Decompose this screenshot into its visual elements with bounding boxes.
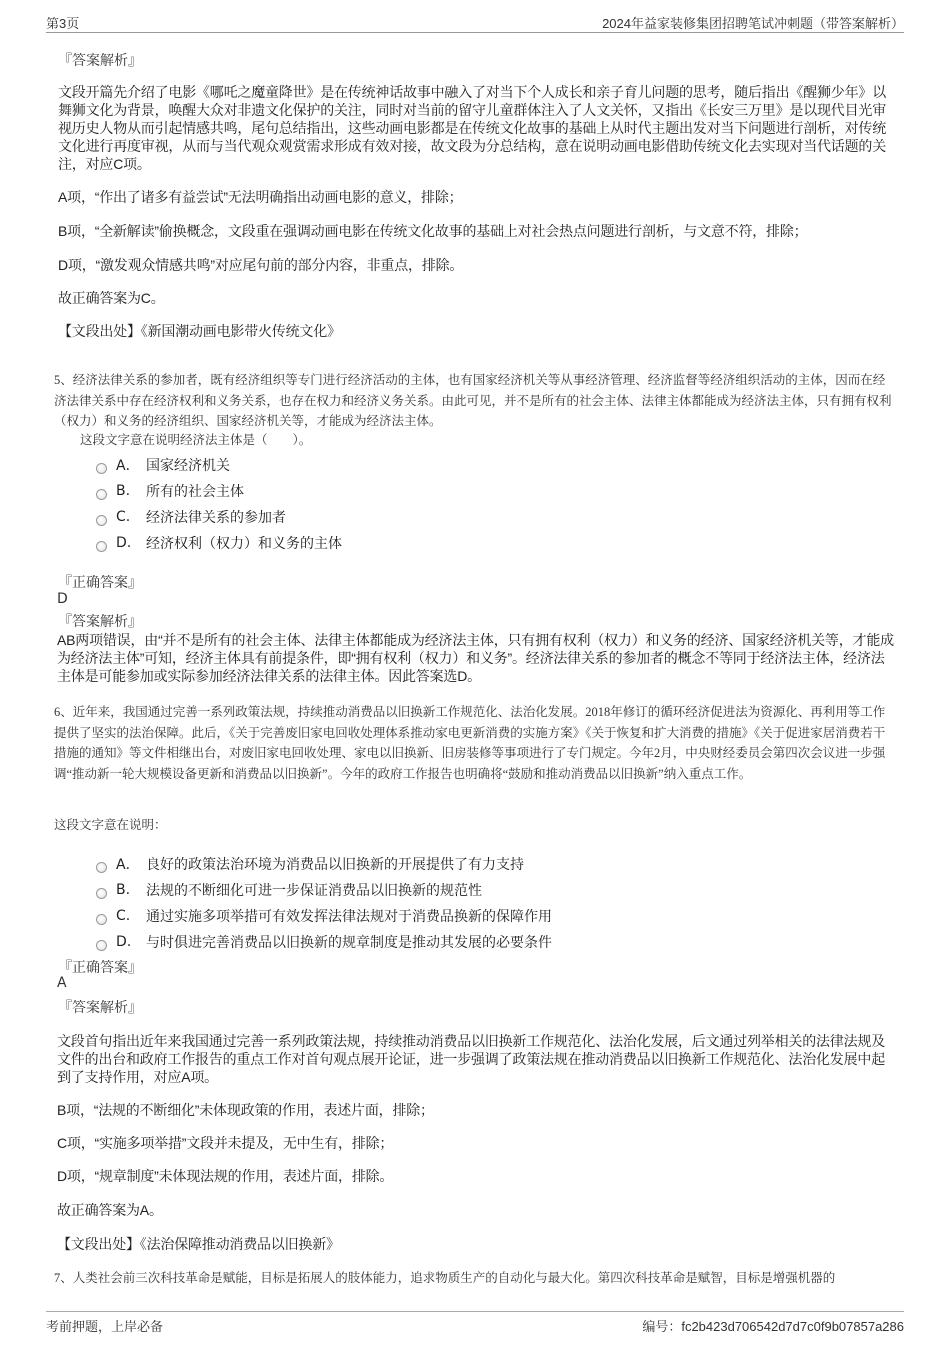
- option-text: 通过实施多项举措可有效发挥法律法规对于消费品换新的保障作用: [146, 909, 552, 925]
- q6-prompt: 这段文字意在说明：: [54, 818, 167, 832]
- option-letter: D.: [116, 934, 132, 950]
- page-footer: [46, 1311, 904, 1334]
- option-letter: C.: [116, 908, 131, 924]
- q6-answer: A: [57, 975, 67, 991]
- q4-note-b: B项，“全新解读”偷换概念，文段重在强调动画电影在传统文化故事的基础上对社会热点问题进行剖析，与文意不符，排除；: [58, 223, 808, 239]
- q5-analysis-heading: 『答案解析』: [58, 614, 142, 630]
- q5-analysis: AB两项错误，由“并不是所有的社会主体、法律主体都能成为经济法主体，只有拥有权利（权力）和义务的经济、国家经济机关等，才能成为经济法主体”可知，经济主体具有前提条件，即“拥有权利（权力）和义务”。经济法律关系的参加者的概念不等同于经济法主体，经济法主体是可能参加或实际参加经济法律关系的法律主体。因此答案选D。: [57, 632, 894, 684]
- option-text: 所有的社会主体: [146, 484, 244, 500]
- q5-option-c[interactable]: [96, 504, 342, 530]
- q6-note-b: B项，“法规的不断细化”未体现政策的作用，表述片面，排除；: [57, 1102, 434, 1118]
- radio-button[interactable]: [96, 463, 107, 474]
- q6-source: 【文段出处】《法治保障推动消费品以旧换新》: [57, 1236, 340, 1252]
- q4-source: 【文段出处】《新国潮动画电影带火传统文化》: [58, 323, 341, 339]
- document-title: 2024年益家装修集团招聘笔试冲刺题（带答案解析）: [602, 16, 904, 31]
- page-number: 第3页: [46, 16, 80, 31]
- radio-button[interactable]: [96, 541, 107, 552]
- q4-analysis-heading: 『答案解析』: [58, 53, 142, 69]
- q6-analysis: 文段首句指出近年来我国通过完善一系列政策法规，持续推动消费品以旧换新工作规范化、法治化发展，后文通过列举相关的法律法规及文件的出台和政府工作报告的重点工作对首句观点展开论证，进一步强调了政策法规在推动消费品以旧换新工作规范化、法治化发展中起到了支持作用，对应A项。: [57, 1033, 885, 1085]
- q5-options: [96, 452, 342, 556]
- q6-note-c: C项，“实施多项举措”文段并未提及，无中生有，排除；: [57, 1135, 394, 1151]
- document-serial: 编号：fc2b423d706542d7d7c0f9b07857a286: [642, 1319, 904, 1334]
- q6-note-d: D项，“规章制度”未体现法规的作用，表述片面，排除。: [57, 1168, 394, 1184]
- q5-answer: D: [57, 591, 68, 607]
- radio-button[interactable]: [96, 888, 107, 899]
- q5-stem: 5、经济法律关系的参加者，既有经济组织等专门进行经济活动的主体，也有国家经济机关等从事经济管理、经济监督等经济组织活动的主体，因而在经济法律关系中存在经济权利和义务关系，也存在权力和经济义务关系。由此可见，并不是所有的社会主体、法律主体都能成为经济法主体，只有拥有权利（权力）和义务的经济组织、国家经济机关等，才能成为经济法主体。: [54, 373, 892, 428]
- option-text: 经济法律关系的参加者: [146, 510, 286, 526]
- option-text: 法规的不断细化可进一步保证消费品以旧换新的规范性: [146, 883, 482, 899]
- q5-option-d[interactable]: [96, 530, 342, 556]
- q6-options: [96, 851, 552, 955]
- page-header: [46, 10, 904, 33]
- option-text: 经济权利（权力）和义务的主体: [146, 536, 342, 552]
- q5-prompt: 这段文字意在说明经济法主体是（ ）。: [80, 433, 312, 447]
- option-letter: B.: [116, 483, 131, 499]
- q4-note-d: D项，“激发观众情感共鸣”对应尾句前的部分内容，非重点，排除。: [58, 257, 464, 273]
- radio-button[interactable]: [96, 862, 107, 873]
- footer-slogan: 考前押题，上岸必备: [46, 1319, 164, 1334]
- option-letter: A．: [116, 857, 140, 873]
- option-letter: D.: [116, 535, 132, 551]
- option-text: 良好的政策法治环境为消费品以旧换新的开展提供了有力支持: [146, 857, 524, 873]
- q6-conclusion: 故正确答案为A。: [57, 1202, 163, 1218]
- option-letter: B.: [116, 882, 131, 898]
- option-letter: C.: [116, 509, 131, 525]
- q7-stem: 7、人类社会前三次科技革命是赋能，目标是拓展人的肢体能力，追求物质生产的自动化与最大化。第四次科技革命是赋智，目标是增强机器的: [54, 1271, 836, 1285]
- q6-option-a[interactable]: [96, 851, 552, 877]
- q6-option-b[interactable]: [96, 877, 552, 903]
- q6-stem: 6、近年来，我国通过完善一系列政策法规，持续推动消费品以旧换新工作规范化、法治化发展。2018年修订的循环经济促进法为资源化、再利用等工作提供了坚实的法治保障。此后，《关于完善废旧家电回收处理体系推动家电更新消费的实施方案》《关于恢复和扩大消费的措施》《关于促进家居消费若干措施的通知》等文件相继出台，对废旧家电回收处理、家电以旧换新、旧房装修等事项进行了专门规定。今年2月，中央财经委员会第四次会议进一步强调“推动新一轮大规模设备更新和消费品以旧换新”。今年的政府工作报告也明确将“鼓励和推动消费品以旧换新”纳入重点工作。: [54, 705, 886, 781]
- option-letter: A．: [116, 458, 140, 474]
- q5-option-b[interactable]: [96, 478, 342, 504]
- q4-analysis-paragraph: 文段开篇先介绍了电影《哪吒之魔童降世》是在传统神话故事中融入了对当下个人成长和亲子育儿问题的思考，随后指出《醒狮少年》以舞狮文化为背景，唤醒大众对非遗文化保护的关注，同时对当前的留守儿童群体注入了人文关怀，又指出《长安三万里》是以现代目光审视历史人物从而引起情感共鸣，尾句总结指出，这些动画电影都是在传统文化故事的基础上从时代主题出发对当下问题进行剖析，对传统文化进行再度审视，从而与当代观众观赏需求形成有效对接，故文段为分总结构，意在说明动画电影借助传统文化去实现对当代话题的关注，对应C项。: [58, 84, 886, 172]
- radio-button[interactable]: [96, 914, 107, 925]
- q5-option-a[interactable]: [96, 452, 342, 478]
- q4-conclusion: 故正确答案为C。: [58, 290, 165, 306]
- q6-analysis-heading: 『答案解析』: [58, 1000, 142, 1016]
- radio-button[interactable]: [96, 515, 107, 526]
- q4-note-a: A项，“作出了诸多有益尝试”无法明确指出动画电影的意义，排除；: [58, 189, 463, 205]
- option-text: 与时俱进完善消费品以旧换新的规章制度是推动其发展的必要条件: [146, 935, 552, 951]
- option-text: 国家经济机关: [146, 458, 230, 474]
- radio-button[interactable]: [96, 489, 107, 500]
- q6-option-d[interactable]: [96, 929, 552, 955]
- radio-button[interactable]: [96, 940, 107, 951]
- q6-answer-heading: 『正确答案』: [58, 960, 142, 976]
- q6-option-c[interactable]: [96, 903, 552, 929]
- q5-answer-heading: 『正确答案』: [58, 575, 142, 591]
